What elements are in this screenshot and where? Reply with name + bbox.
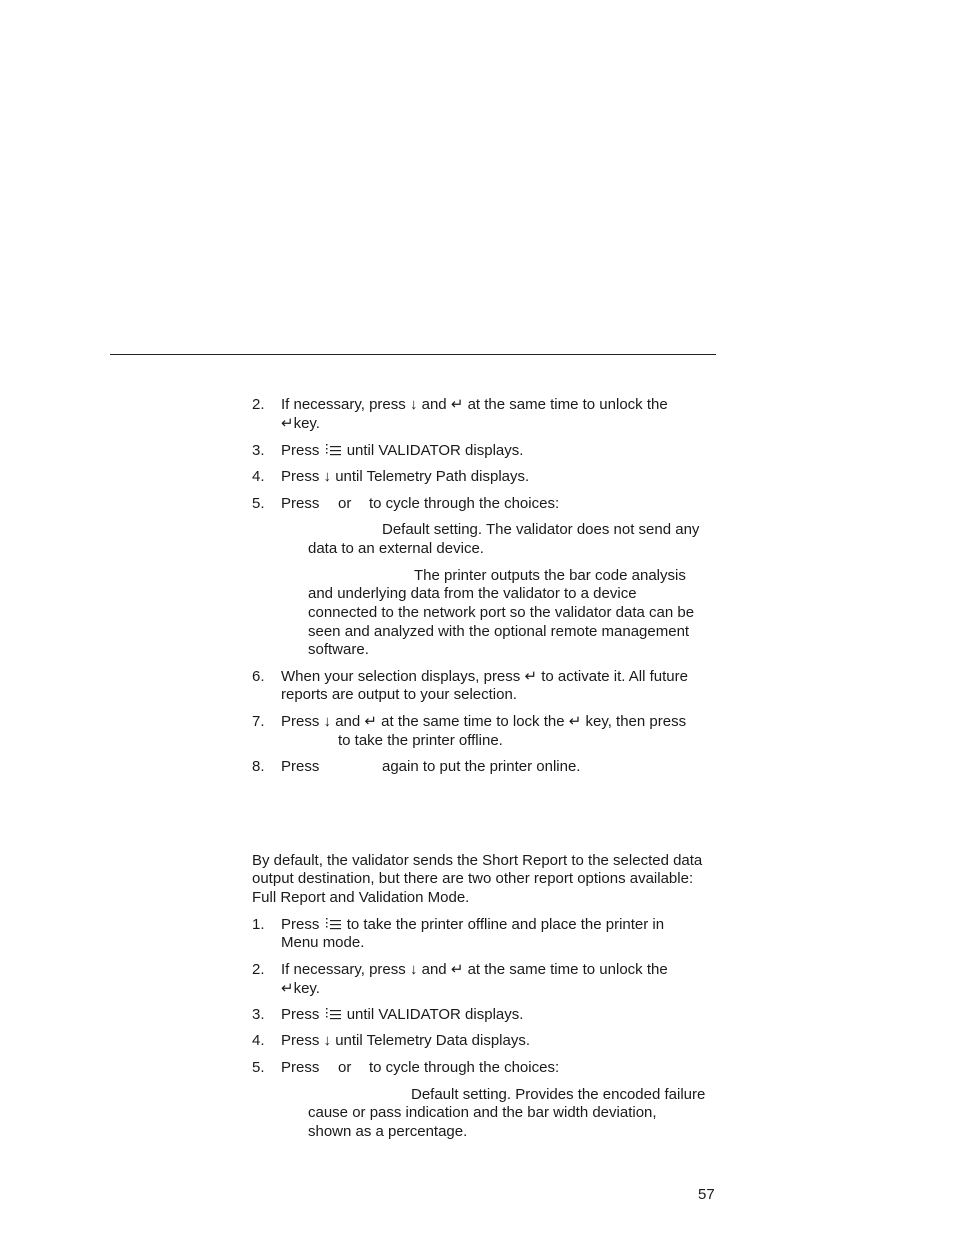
enter-key-icon: ↵ (524, 668, 538, 685)
down-arrow-icon: ↓ (323, 713, 332, 730)
down-arrow-icon: ↓ (409, 396, 418, 413)
step-number: 2. (252, 961, 265, 978)
choice-description: software. (308, 641, 369, 658)
step-number: 5. (252, 1059, 265, 1076)
choice-description: cause or pass indication and the bar width deviation, (308, 1104, 657, 1121)
step-6-text: When your selection displays, press ↵ to activate it. All future (281, 668, 688, 685)
step-number: 5. (252, 495, 265, 512)
choice-description: shown as a percentage. (308, 1123, 468, 1140)
step-1-text: Press to take the printer offline and place the printer in (281, 916, 665, 933)
step-number: 8. (252, 758, 265, 775)
step-6-text-cont: reports are output to your selection. (281, 686, 517, 703)
choice-description: data to an external device. (308, 540, 484, 557)
step-5-cycle: to cycle through the choices: (369, 1059, 560, 1076)
step-5-press: Press (281, 495, 320, 512)
step-2-text-cont: ↵key. (281, 415, 320, 432)
step-8-text: again to put the printer online. (382, 758, 581, 775)
enter-key-icon: ↵ (450, 396, 464, 413)
choice-description: Default setting. The validator does not send any (382, 521, 700, 538)
down-arrow-icon: ↓ (323, 468, 332, 485)
step-3-text: Press until VALIDATOR displays. (281, 1006, 524, 1023)
step-5-or: or (338, 1059, 352, 1076)
choice-description: and underlying data from the validator to a device (308, 585, 637, 602)
step-7-text-cont: to take the printer offline. (338, 732, 503, 749)
step-8-press: Press (281, 758, 320, 775)
step-number: 1. (252, 916, 265, 933)
step-4-text: Press ↓ until Telemetry Data displays. (281, 1032, 530, 1049)
section-divider (110, 354, 716, 355)
intro-paragraph: By default, the validator sends the Short Report to the selected data (252, 852, 703, 869)
step-5-or: or (338, 495, 352, 512)
enter-key-icon: ↵ (450, 961, 464, 978)
step-number: 2. (252, 396, 265, 413)
step-2-text-cont: ↵key. (281, 980, 320, 997)
step-4-text: Press ↓ until Telemetry Path displays. (281, 468, 530, 485)
intro-paragraph: output destination, but there are two other report options available: (252, 870, 694, 887)
step-3-text: Press until VALIDATOR displays. (281, 442, 524, 459)
step-number: 4. (252, 468, 265, 485)
enter-key-icon: ↵ (281, 980, 294, 997)
choice-description: seen and analyzed with the optional remote management (308, 623, 690, 640)
down-arrow-icon: ↓ (323, 1032, 332, 1049)
step-number: 3. (252, 442, 265, 459)
step-1-text-cont: Menu mode. (281, 934, 365, 951)
enter-key-icon: ↵ (364, 713, 377, 730)
step-5-press: Press (281, 1059, 320, 1076)
step-2-text: If necessary, press ↓ and ↵ at the same time to unlock the (281, 396, 668, 413)
enter-key-icon: ↵ (281, 415, 294, 432)
menu-list-icon (326, 1007, 342, 1022)
choice-description: The printer outputs the bar code analysis (414, 567, 686, 584)
choice-description: Default setting. Provides the encoded failure (411, 1086, 706, 1103)
step-5-cycle: to cycle through the choices: (369, 495, 560, 512)
page-number: 57 (698, 1186, 715, 1203)
menu-list-icon (326, 917, 342, 932)
step-2-text: If necessary, press ↓ and ↵ at the same time to unlock the (281, 961, 668, 978)
enter-key-icon: ↵ (568, 713, 582, 730)
step-number: 6. (252, 668, 265, 685)
step-number: 3. (252, 1006, 265, 1023)
choice-description: connected to the network port so the validator data can be (308, 604, 695, 621)
down-arrow-icon: ↓ (409, 961, 418, 978)
step-number: 4. (252, 1032, 265, 1049)
step-7-text: Press ↓ and ↵ at the same time to lock the ↵ key, then press (281, 713, 687, 730)
menu-list-icon (326, 443, 342, 458)
intro-paragraph: Full Report and Validation Mode. (252, 889, 470, 906)
step-number: 7. (252, 713, 265, 730)
